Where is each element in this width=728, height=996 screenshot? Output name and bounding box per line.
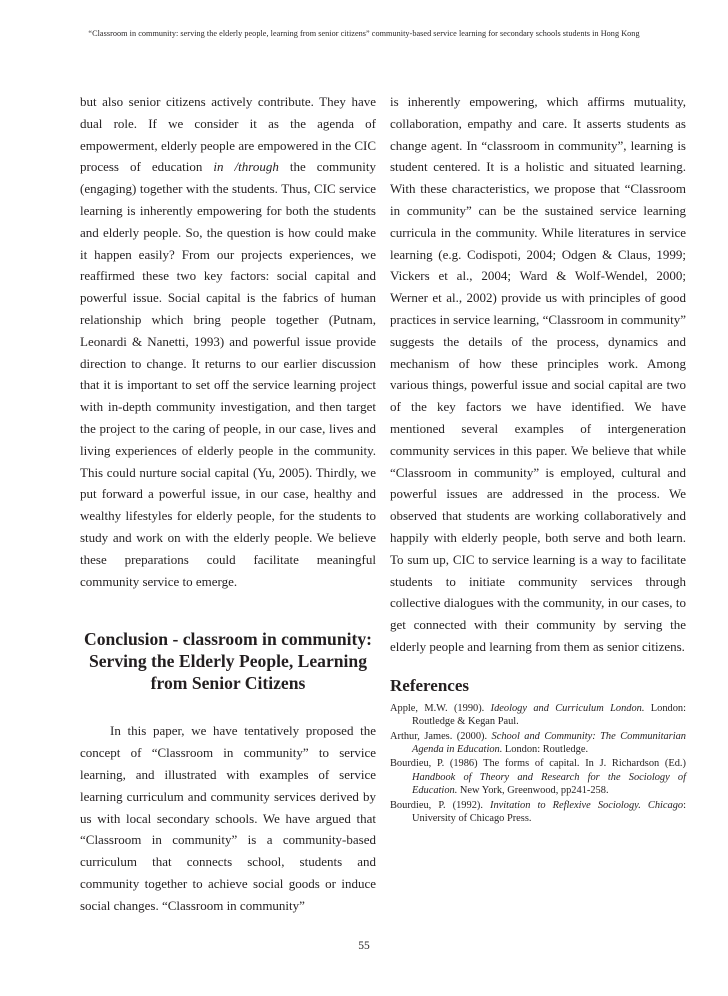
left-p1-text-b: the community (engaging) together with the students. Thus, CIC service learning is inherently empowering for both the students and elderly people. So, the question is how could make it happen easily? From our projects experiences, we reaffirmed these two key factors: social capital and powerful issue. Social capital is the fabrics of human relationship which bring people together (Putnam, Leonardi & Nanetti, 1993) and powerful issue provide direction to change. It returns to our earlier discussion that it is important to set off the service learning project with in-depth community investigation, and then target the project to the caring of people, in our case, lives and living experiences of elderly people in the community. This could nurture social capital (Yu, 2005). Thirdly, we put forward a powerful issue, in our case, healthy and wealthy lifestyles for elderly people, for the students to study and work on with the elderly people. We believe these preparations could facilitate meaningful community service to emerge. <box>80 159 376 589</box>
left-paragraph-1 <box>80 91 376 592</box>
reference-title: Invitation to Reflexive Sociology. Chicago <box>490 799 684 811</box>
reference-text: Bourdieu, P. (1992). <box>390 799 491 811</box>
reference-text: London: Routledge & Kegan Paul. <box>412 702 687 728</box>
reference-title: School and Community: The Communitarian Agenda in Education. <box>412 730 687 755</box>
reference-item <box>390 702 686 729</box>
left-column <box>80 91 376 917</box>
left-p1-emphasis: in /through <box>213 159 279 175</box>
reference-item <box>390 799 686 826</box>
page-number: 55 <box>358 940 370 952</box>
reference-text: London: Routledge. <box>502 743 589 755</box>
reference-item <box>390 757 686 797</box>
right-paragraph-text: is inherently empowering, which affirms mutuality, collaboration, empathy and care. It asserts students as change agent. In “classroom in community”, learning is student centered. It is a holistic and situated learning. With these characteristics, we propose that “Classroom in community” can be the sustained service learning curricula in the community. While literatures in service learning (e.g. Codispoti, 2004; Odgen & Claus, 1999; Vickers et al., 2004; Ward & Wolf-Wendel, 2000; Werner et al., 2002) provide us with principles of good practices in service learning, “Classroom in community” suggests the details of the process, dynamics and mechanism of how these principles work. Among various things, powerful issue and social capital are two of the key factors we have identified. We have mentioned several examples of intergeneration community services in this paper. We believe that while “Classroom in community” is employed, cultural and powerful issues are addressed in the process. We observed that students are working collaboratively and happily with elderly people, both serve and both learn. To sum up, CIC to service learning is a way to facilitate students to initiate community services through collective dialogues with the community, in our cases, to get connected with their community by serving the elderly people and learning from them as senior citizens. <box>390 94 686 654</box>
reference-item <box>390 730 686 757</box>
references-list <box>390 702 686 826</box>
left-p1-text-a: but also senior citizens actively contribute. They have dual role. If we consider it as the agenda of empowerment, elderly people are empowered in the CIC process of education <box>80 94 376 175</box>
reference-text: Bourdieu, P. (1986) The forms of capital. In J. Richardson (Ed.) <box>390 758 686 770</box>
reference-title: Ideology and Curriculum London. <box>490 702 645 714</box>
reference-text: New York, Greenwood, pp241-258. <box>457 785 609 797</box>
references-heading: References <box>390 675 469 695</box>
reference-title: Handbook of Theory and Research for the Sociology of Education. <box>412 771 686 797</box>
reference-text: : University of Chicago Press. <box>412 799 686 824</box>
conclusion-heading: Conclusion - classroom in community: Serving the Elderly People, Learning from Senior Citizens <box>83 629 373 694</box>
running-head: “Classroom in community: serving the elderly people, learning from senior citizens” community-based service learning for secondary schools students in Hong Kong <box>88 29 640 38</box>
reference-text: Apple, M.W. (1990). <box>390 702 491 714</box>
right-paragraph-1 <box>390 91 686 658</box>
left-paragraph-2 <box>80 720 376 916</box>
reference-text: Arthur, James. (2000). <box>390 730 492 742</box>
conclusion-paragraph: In this paper, we have tentatively proposed the concept of “Classroom in community” to service learning, and illustrated with examples of service learning curriculum and community services derived by us with local secondary schools. We have argued that “Classroom in community” is a community-based curriculum that connects school, students and community together to achieve social goods or induce social changes. “Classroom in community” <box>80 723 376 913</box>
right-column <box>390 91 686 826</box>
